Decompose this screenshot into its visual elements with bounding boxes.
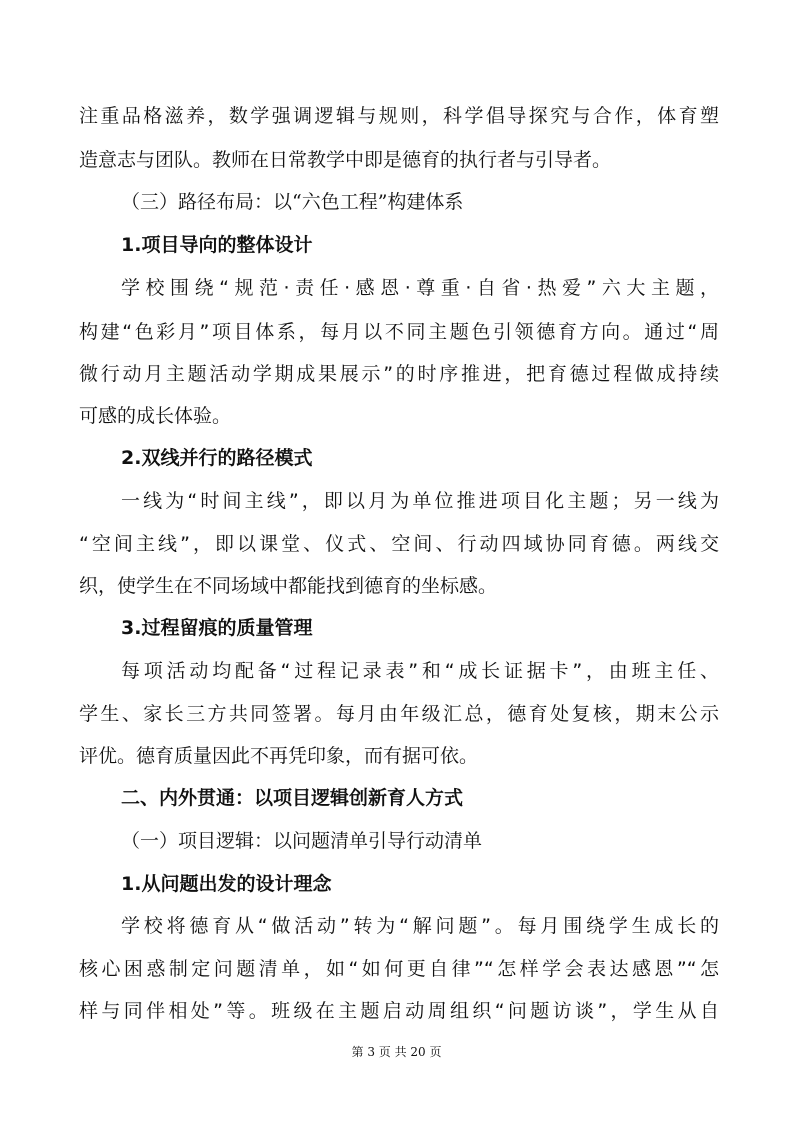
body-text-line: 一线为“时间主线”，即以月为单位推进项目化主题；另一线为 [121, 490, 719, 512]
body-text-line: “空间主线”，即以课堂、仪式、空间、行动四域协同育德。两线交 [79, 533, 719, 555]
body-text-line: 样与同伴相处”等。班级在主题启动周组织“问题访谈”，学生从自 [79, 1000, 719, 1022]
item-heading: 1.项目导向的整体设计 [121, 234, 313, 256]
body-text-line: 学校围绕“规范·责任·感恩·尊重·自省·热爱”六大主题， [121, 277, 719, 299]
body-text-line: 每项活动均配备“过程记录表”和“成长证据卡”，由班主任、 [121, 660, 719, 682]
subsection-heading: （三）路径布局：以“六色工程”构建体系 [121, 191, 464, 213]
section-heading: 二、内外贯通：以项目逻辑创新育人方式 [121, 787, 464, 809]
body-text-line: 织，使学生在不同场域中都能找到德育的坐标感。 [79, 575, 498, 597]
body-text-line: 微行动月主题活动学期成果展示”的时序推进，把育德过程做成持续 [79, 363, 719, 385]
subsection-heading: （一）项目逻辑：以问题清单引导行动清单 [121, 830, 483, 852]
item-heading: 1.从问题出发的设计理念 [121, 873, 332, 895]
item-heading: 2.双线并行的路径模式 [121, 447, 313, 469]
page-footer: 第 3 页 共 20 页 [351, 1045, 442, 1059]
item-heading: 3.过程留痕的质量管理 [121, 617, 313, 639]
body-text-line: 学校将德育从“做活动”转为“解问题”。每月围绕学生成长的 [121, 915, 719, 937]
body-text-line: 可感的成长体验。 [79, 405, 232, 427]
body-text-line: 构建“色彩月”项目体系，每月以不同主题色引领德育方向。通过“周 [79, 321, 719, 343]
body-text-line: 造意志与团队。教师在日常教学中即是德育的执行者与引导者。 [79, 149, 612, 171]
body-text-line: 注重品格滋养，数学强调逻辑与规则，科学倡导探究与合作，体育塑 [79, 105, 719, 127]
body-text-line: 学生、家长三方共同签署。每月由年级汇总，德育处复核，期末公示 [79, 703, 719, 725]
body-text-line: 核心困惑制定问题清单，如“如何更自律”“怎样学会表达感恩”“怎 [79, 958, 719, 980]
body-text-line: 评优。德育质量因此不再凭印象，而有据可依。 [79, 745, 479, 767]
